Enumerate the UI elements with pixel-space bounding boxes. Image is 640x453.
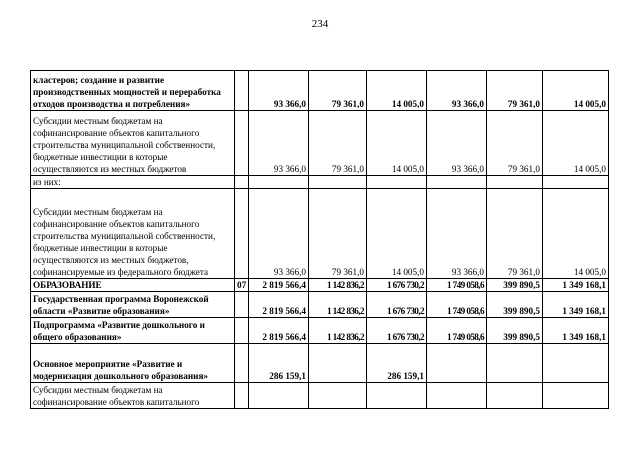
value-cell: 14 005,0 <box>367 189 427 279</box>
value-cell: 79 361,0 <box>487 189 543 279</box>
value-cell <box>249 383 309 409</box>
value-cell: 93 366,0 <box>427 111 487 176</box>
value-cell: 14 005,0 <box>543 111 609 176</box>
value-cell: 399 890,5 <box>487 318 543 344</box>
row-code <box>235 71 249 111</box>
row-code <box>235 176 249 189</box>
value-cell: 14 005,0 <box>367 111 427 176</box>
value-cell: 1 349 168,1 <box>543 279 609 292</box>
value-cell: 1 749 058,6 <box>427 279 487 292</box>
row-code <box>235 344 249 383</box>
value-cell <box>543 176 609 189</box>
value-cell <box>543 383 609 409</box>
value-cell: 79 361,0 <box>487 111 543 176</box>
row-name: Государственная программа Воронежской области «Развитие образования» <box>31 292 235 318</box>
value-cell: 93 366,0 <box>249 111 309 176</box>
value-cell: 93 366,0 <box>249 71 309 111</box>
row-name: Основное мероприятие «Развитие и модернизация дошкольного образования» <box>31 344 235 383</box>
value-cell: 93 366,0 <box>249 189 309 279</box>
row-code <box>235 189 249 279</box>
value-cell: 79 361,0 <box>487 71 543 111</box>
value-cell: 286 159,1 <box>367 344 427 383</box>
value-cell <box>309 176 367 189</box>
value-cell: 14 005,0 <box>367 71 427 111</box>
row-code <box>235 292 249 318</box>
table-row <box>31 71 609 111</box>
value-cell: 399 890,5 <box>487 279 543 292</box>
table-row <box>31 176 609 189</box>
table-row <box>31 279 609 292</box>
value-cell <box>427 344 487 383</box>
value-cell: 1 676 730,2 <box>367 318 427 344</box>
row-name: ОБРАЗОВАНИЕ <box>31 279 235 292</box>
value-cell <box>367 176 427 189</box>
value-cell <box>427 383 487 409</box>
value-cell <box>309 383 367 409</box>
value-cell: 1 142 836,2 <box>309 318 367 344</box>
row-name: Субсидии местным бюджетам на софинансирование объектов капитального <box>31 383 235 409</box>
value-cell <box>487 344 543 383</box>
value-cell: 1 142 836,2 <box>309 292 367 318</box>
value-cell: 1 749 058,6 <box>427 292 487 318</box>
table-row <box>31 292 609 318</box>
value-cell: 1 142 836,2 <box>309 279 367 292</box>
value-cell: 2 819 566,4 <box>249 292 309 318</box>
row-name: из них: <box>31 176 235 189</box>
budget-table <box>30 70 609 409</box>
value-cell <box>487 176 543 189</box>
row-name: Субсидии местным бюджетам на софинансирование объектов капитального строительства муниципальной собственности, бюджетные инвестиции в которые осуществляются из местных бюджетов, софинансируемые из федерального бюджета <box>31 189 235 279</box>
row-code <box>235 383 249 409</box>
value-cell <box>543 344 609 383</box>
value-cell: 93 366,0 <box>427 71 487 111</box>
value-cell <box>309 344 367 383</box>
value-cell: 1 676 730,2 <box>367 279 427 292</box>
value-cell <box>367 383 427 409</box>
value-cell: 79 361,0 <box>309 71 367 111</box>
table-row <box>31 344 609 383</box>
value-cell <box>427 176 487 189</box>
value-cell: 1 676 730,2 <box>367 292 427 318</box>
table-row <box>31 318 609 344</box>
value-cell: 1 749 058,6 <box>427 318 487 344</box>
value-cell: 1 349 168,1 <box>543 292 609 318</box>
value-cell: 14 005,0 <box>543 189 609 279</box>
row-code <box>235 318 249 344</box>
row-name: кластеров; создание и развитие производственных мощностей и переработка отходов производства и потребления» <box>31 71 235 111</box>
row-code: 07 <box>235 279 249 292</box>
value-cell: 286 159,1 <box>249 344 309 383</box>
value-cell: 14 005,0 <box>543 71 609 111</box>
value-cell <box>487 383 543 409</box>
value-cell: 2 819 566,4 <box>249 318 309 344</box>
table-row <box>31 189 609 279</box>
value-cell: 93 366,0 <box>427 189 487 279</box>
value-cell: 2 819 566,4 <box>249 279 309 292</box>
value-cell: 79 361,0 <box>309 111 367 176</box>
row-name: Субсидии местным бюджетам на софинансирование объектов капитального строительства муниципальной собственности, бюджетные инвестиции в которые осуществляются из местных бюджетов <box>31 111 235 176</box>
value-cell: 399 890,5 <box>487 292 543 318</box>
value-cell: 1 349 168,1 <box>543 318 609 344</box>
value-cell: 79 361,0 <box>309 189 367 279</box>
table-row <box>31 111 609 176</box>
value-cell <box>249 176 309 189</box>
table-row <box>31 383 609 409</box>
row-code <box>235 111 249 176</box>
page-number: 234 <box>311 18 329 30</box>
row-name: Подпрограмма «Развитие дошкольного и общего образования» <box>31 318 235 344</box>
